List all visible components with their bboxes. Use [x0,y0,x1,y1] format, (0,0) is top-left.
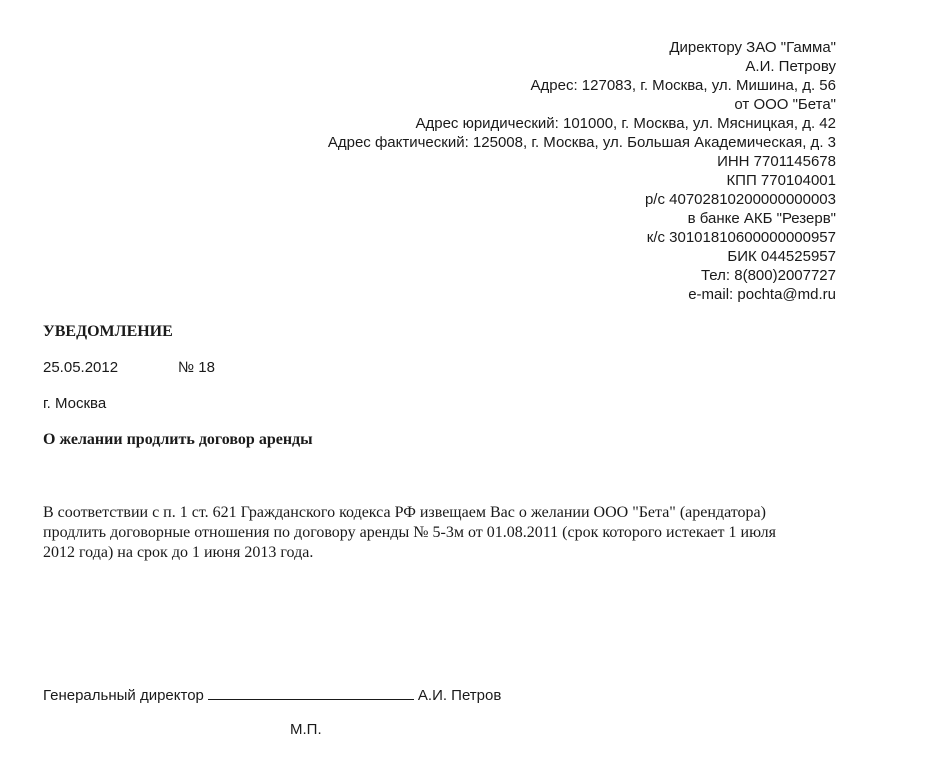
document-body [43,503,823,563]
recipient-line: Адрес: 127083, г. Москва, ул. Мишина, д. 56 [530,77,836,94]
stamp-placeholder: М.П. [290,721,322,738]
sender-line: от ООО "Бета" [734,96,836,113]
body-line: В соответствии с п. 1 ст. 621 Гражданского кодекса РФ извещаем Вас о желании ООО "Бета" (арендатора) [43,504,766,521]
body-line: 2012 года) на срок до 1 июня 2013 года. [43,544,314,561]
sender-line: КПП 770104001 [726,172,836,189]
sender-line: в банке АКБ "Резерв" [687,210,836,227]
document-title: УВЕДОМЛЕНИЕ [43,323,173,340]
body-line: продлить договорные отношения по договору аренды № 5-3м от 01.08.2011 (срок которого истекает 1 июля [43,524,776,541]
document-city: г. Москва [43,395,107,412]
signature-blank [208,685,414,700]
sender-line: р/с 40702810200000000003 [644,191,836,208]
sender-line: Адрес фактический: 125008, г. Москва, ул. Большая Академическая, д. 3 [327,134,836,151]
document-subject: О желании продлить договор аренды [43,431,313,448]
recipient-line: А.И. Петрову [745,58,836,75]
sender-line: Адрес юридический: 101000, г. Москва, ул. Мясницкая, д. 42 [415,115,836,132]
document-number: № 18 [178,359,215,376]
sender-line: e-mail: pochta@md.ru [688,286,836,303]
document-date: 25.05.2012 [43,359,119,376]
signature-position: Генеральный директор [43,687,204,704]
sender-line: к/с 30101810600000000957 [646,229,836,246]
recipient-header [328,38,836,304]
sender-line: ИНН 7701145678 [717,153,836,170]
sender-line: БИК 044525957 [727,248,836,265]
sender-line: Тел: 8(800)2007727 [700,267,836,284]
signature-name: А.И. Петров [417,687,502,704]
recipient-line: Директору ЗАО "Гамма" [669,39,836,56]
signature-line [43,685,501,705]
